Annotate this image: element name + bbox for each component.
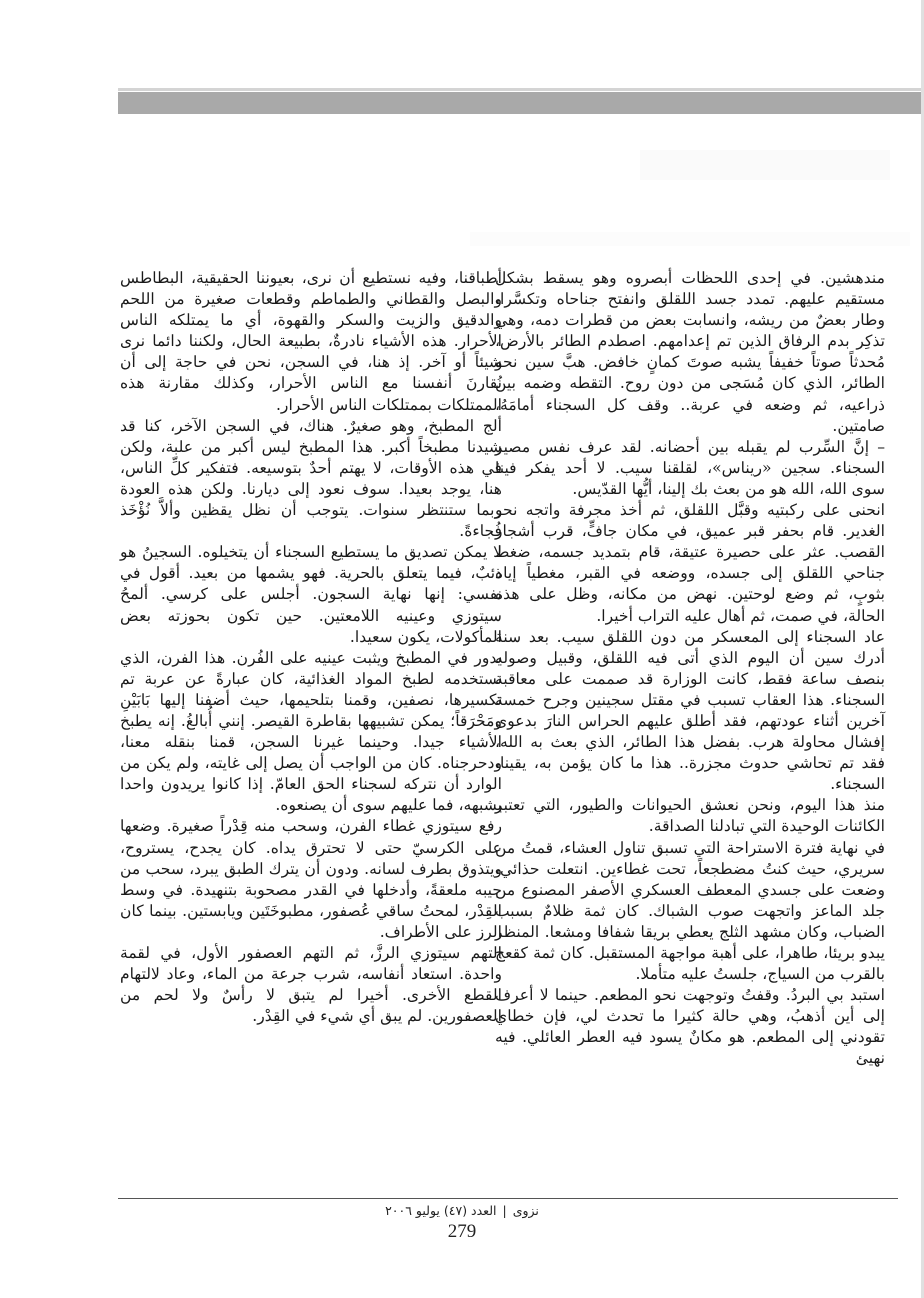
faded-subtitle-area xyxy=(470,232,910,246)
paragraph: – إنَّ السِّرب لم يقبله بين أحضانه. لقد عرف نفس مصير السجناء. سجين «ريناس»، لقلقنا سيب. لا أحد يفكر فينا سوى الله، الله هو من بعث بك إلينا، أيُّها القدّيس. xyxy=(495,437,885,498)
paragraph: يدور في المطبخ ويثبت عينيه على الفُرن. هذا الفرن، الذي نستخدمه لطبخ المواد الغذائية، كان عبارةً عن عربة تم تكسيرها، نصفين، وقمنا بتلحيمها، حيث أضفنا إليها بَابَيْنِ ومَحْرَقاً؛ يمكن تشبيهها بقاطرة القيصر. إنني أُبالغُ. إنه يطبخ الأشياء جيدا. وحينما غيرنا السجن، قمنا بنقله معنا، ودحرجناه. كان من الواجب أن يصل إلى غايته، ولم يكن من الوارد أن نتركه لسجناء الحق العامّ. إذا كانوا يريدون واحدا يشبهه، فما عليهم سوى أن يصنعوه. xyxy=(120,648,502,815)
paragraph: في نهاية فترة الاستراحة التي تسبق تناول العشاء، قمتُ من سريري، حيث كنتُ مضطجعاً، تحت غطاءين. انتعلت حذائي، وضعت على جسدي المعطف العسكري الأصفر المصنوع من جلد الماعز واتجهت صوب الشباك. كان ثمة ظلامٌ بسبب الضباب، وكان مشهد الثلج يعطي بريقا شفافا ومشعا. المنظر يبدو بريئا، طاهرا، على أهبة مواجهة المستقبل. كان ثمة كقعج بالقرب من السياج، جلستُ عليه متأملا. xyxy=(495,838,885,984)
paragraph: منذ هذا اليوم، ونحن نعشق الحيوانات والطيور، التي تعتبر الكائنات الوحيدة التي تبادلنا الصداقة. xyxy=(495,796,885,836)
paragraph: ألج المطبخ، وهو صغيرٌ. هناك، في السجن الآخر، كنا قد شيدنا مطبخاً أكبر. هذا المطبخ ليس أكبر من علبة، ولكن في هذه الأوقات، لا يهتم أحدٌ بتوسيعه. فتفكير كلِّ الناس، هنا، يوجد بعيدا. سوف نعود إلى ديارنا. ولكن هذه العودة ربما ستنتظر سنوات. يتوجب أن نظل يقظين وألاَّ نُؤْخَذ فُجاءةً. xyxy=(120,416,502,541)
footer-info xyxy=(0,1203,924,1218)
paragraph: لا يمكن تصديق ما يستطيع السجناء أن يتخيلوه. السجينُ هو ذئبٌ، فيما يتعلق بالحرية. فهو يشمها من بعيد. أقول في نفسي: إنها نهاية السجون. أجلس على كرسي. ألمحُ سيتوزي وعينيه اللامعتين. حين تكون بحوزته بعض المأكولات، يكون سعيدا. xyxy=(120,543,502,646)
issue-info: العدد (٤٧) يوليو ٢٠٠٦ xyxy=(385,1203,497,1218)
paragraph: مندهشين. في إحدى اللحظات أبصروه وهو يسقط بشكل مستقيم عليهم. تمدد جسد اللقلق وانفتح جناحاه وتكسَّرا، وطار بعضٌ من ريشه، وانسابت بعض من قطرات دمه، وهي تذكِر بدم الرفاق الذين تم إعدامهم. اصطدم الطائر بالأرض، مُحدثاً صوتاً خفيفاً يشبه صوتَ كمانٍ خافض. هبَّ سين نحو الطائر، الذي كان مُسَجى من دون روح. التقطه وضمه بين ذراعيه، ثم وضعه في عربة.. وقف كل السجناء أمامَهُ، صامتين. xyxy=(495,269,885,435)
header-band xyxy=(118,92,924,114)
paragraph: أطباقنا، وفيه نستطيع أن نرى، بعيوننا الحقيقية، البطاطس والبصل والقطاني والطماطم وقطعات صغيرة من اللحم والدقيق والزيت والسكر والقهوة، أي ما يمتلكه الناس الأحرار. هذه الأشياء نادرةٌ، بطبيعة الحال، ولكننا دائما نرى شيئاً أو آخر. إذ هنا، في السجن، نحن في حاجة إلى أن نُقارنَ أنفسنا مع الناس الأحرار، وكذلك مقارنة هذه الممتلكات بممتلكات الناس الأحرار. xyxy=(120,269,502,414)
article-column-right xyxy=(495,268,885,1070)
page-number: 279 xyxy=(447,1221,477,1242)
paragraph: استبد بي البردُ. وقفتُ وتوجهت نحو المطعم. حينما لا أعرف إلى أين أذهبُ، وهي حالة كثيرا ما تحدث لي، فإن خطاي تقودني إلى المطعم. هو مكانٌ يسود فيه العطر العائلي. فيه نهيئ xyxy=(495,986,885,1068)
footer-separator: | xyxy=(502,1203,507,1218)
paragraph: انحنى على ركبتيه وقبَّل اللقلق، ثم أخذ مجرفة واتجه نحو الغدير. قام بحفر قبر عميق، في مكان جافٍّ، قرب أشجار القصب. عثر على حصيرة عتيقة، قام بتمديد جسمه، ضغط جناحي اللقلق إلى جسده، ووضعه في القبر، مغطياً إياه بثوبٍ، ثم وضع لوحتين. نهض من مكانه، وظل على هذه الحالة، في صمت، ثم أهال عليه التراب أخيرا. xyxy=(495,501,885,625)
header-band-strip xyxy=(118,88,924,91)
paragraph: رفع سيتوزي غطاء الفرن، وسحب منه قِدْراً صغيرة. وضعها على الكرسيّ حتى لا تحترق يداه. كان يجدح، يستروح، ويتذوق بطرف لسانه. ودون أن يترك الطبق يبرد، سحب من جيبه ملعقةً، وأدخلها في القدر مصحوبة بتنهيدة. في وسط القِدْر، لمحتُ ساقي عُصفور، مطبوخَتَين ويابستين. بينما كان الرز على الأطراف. xyxy=(120,817,502,941)
footer-rule xyxy=(118,1198,898,1199)
paragraph: التهم سيتوزي الرزَّ، ثم التهم العصفور الأول، في لقمة واحدة. استعاد أنفاسه، شرب جرعة من الماء، وعاد لالتهام القطع الأخرى. أخيرا لم يتبق لا رأسٌ ولا لحم من العصفورين. لم يبق أي شيء في القِدْر. xyxy=(120,944,502,1026)
faded-title-area xyxy=(640,150,890,180)
paragraph: عاد السجناء إلى المعسكر من دون اللقلق سيب. بعد سنة أدرك سين أن اليوم الذي أتى فيه اللقلق، وقبيل وصوله بنصف ساعة فقط، كانت الوزارة قد صممت على معاقبة السجناء. هذا العقاب تسبب في مقتل سجينين وجرح خمسة آخرين أثناء عودتهم، فقد أطلق عليهم الحراس النارَ بدعوى إفشال محاولة هرب. بفضل هذا الطائر، الذي بعث به الله، فقد تم تحاشي حدوث مجزرة.. هذا ما كان يؤمن به، يقينا، السجناء. xyxy=(495,627,885,794)
magazine-name: نزوى xyxy=(512,1203,539,1218)
article-column-left xyxy=(120,268,502,1027)
